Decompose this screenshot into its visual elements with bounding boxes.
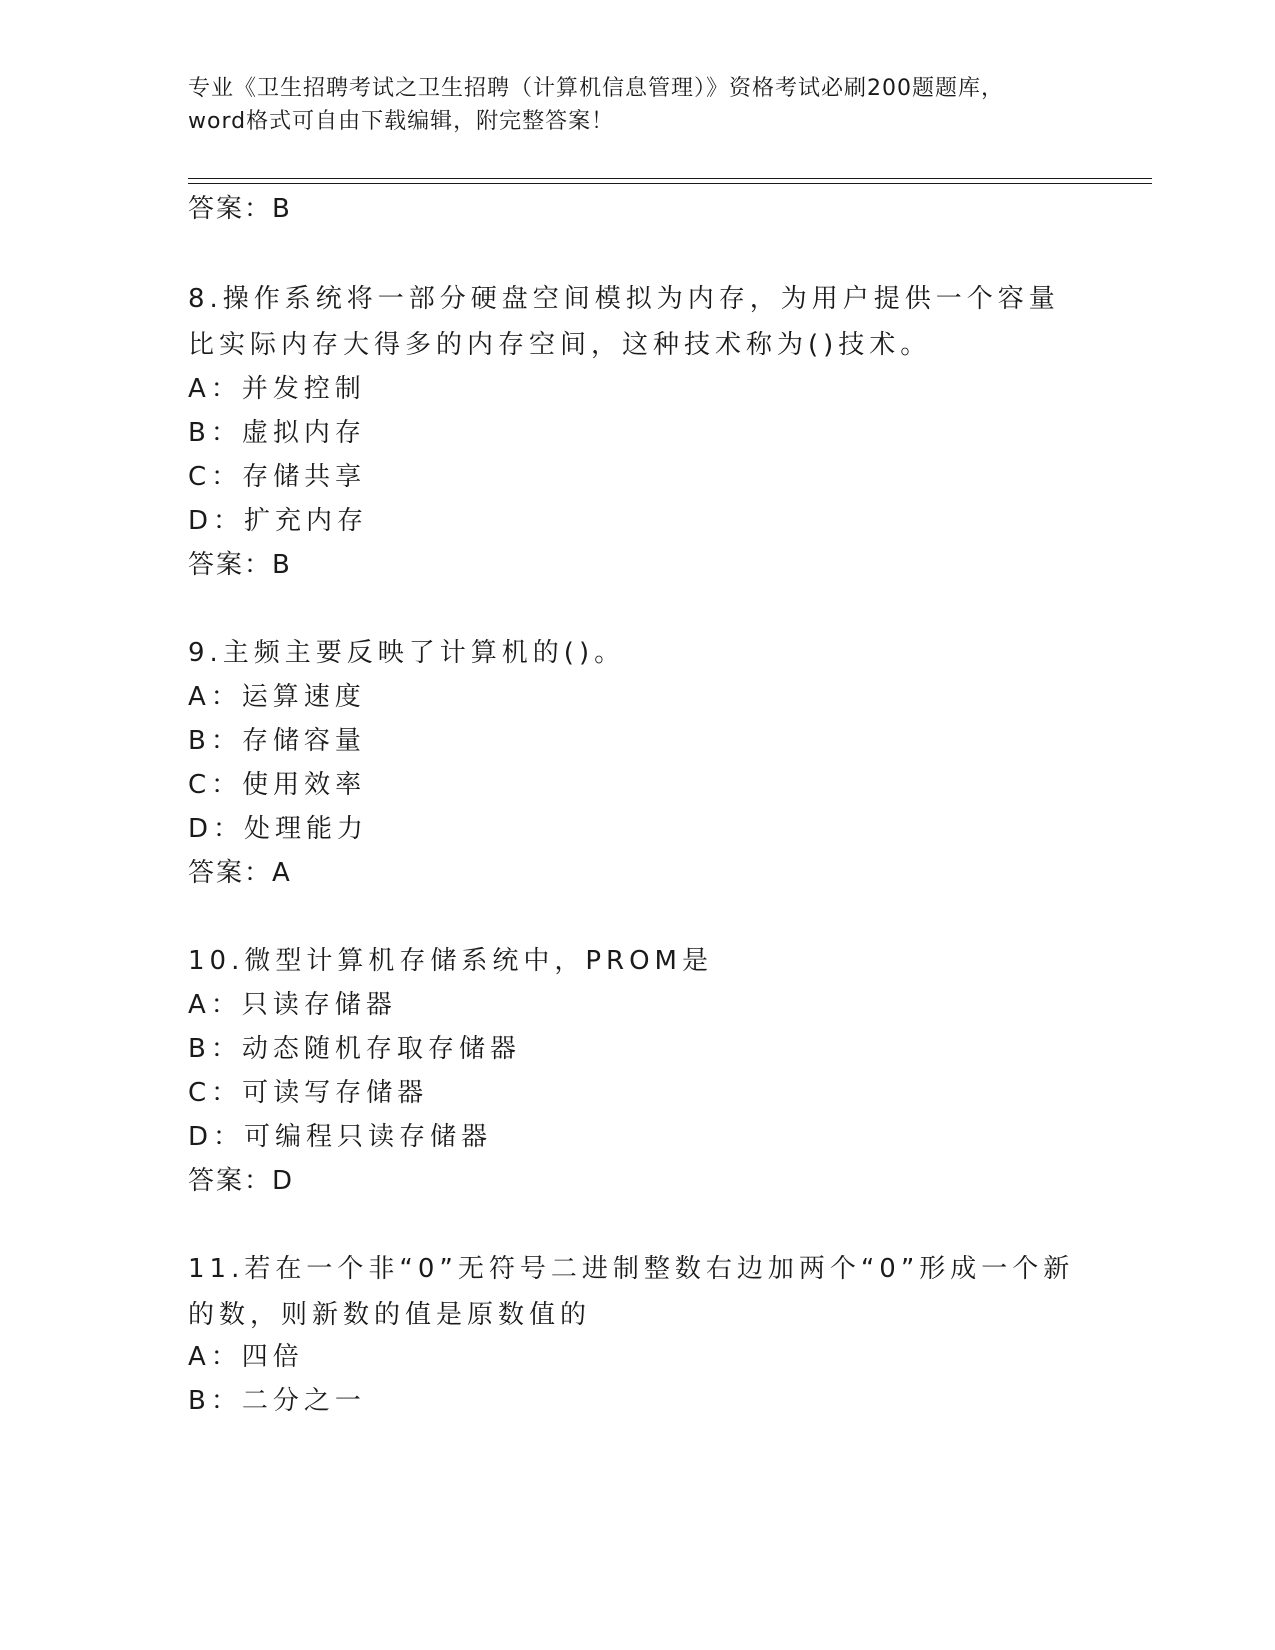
previous-answer: 答案：B (188, 194, 292, 224)
question-9-text: 9.主频主要反映了计算机的()。 (188, 638, 626, 668)
question-8-option-a: A：并发控制 (188, 374, 366, 404)
question-10-option-b: B：动态随机存取存储器 (188, 1034, 521, 1064)
question-9-option-b: B：存储容量 (188, 726, 366, 756)
question-11-option-a: A：四倍 (188, 1342, 304, 1372)
question-9-answer: 答案：A (188, 858, 292, 888)
question-10-text: 10.微型计算机存储系统中，PROM是 (188, 946, 713, 976)
question-9-option-c: C：使用效率 (188, 770, 367, 800)
question-11-text: 11.若在一个非“0”无符号二进制整数右边加两个“0”形成一个新的数，则新数的值是原数值的 (188, 1254, 1075, 1330)
question-10-answer: 答案：D (188, 1166, 295, 1196)
question-10-option-a: A：只读存储器 (188, 990, 397, 1020)
question-10-option-d: D：可编程只读存储器 (188, 1122, 493, 1152)
question-8-option-d: D：扩充内存 (188, 506, 369, 536)
question-9-option-a: A：运算速度 (188, 682, 366, 712)
header-line-1: 专业《卫生招聘考试之卫生招聘（计算机信息管理）》资格考试必刷200题题库， (188, 76, 1004, 101)
question-8-answer: 答案：B (188, 550, 292, 580)
question-11-option-b: B：二分之一 (188, 1386, 366, 1416)
question-8-text: 8.操作系统将一部分硬盘空间模拟为内存，为用户提供一个容量比实际内存大得多的内存空间，这种技术称为()技术。 (188, 284, 1060, 360)
document-header (188, 72, 1088, 138)
header-line-2: word格式可自由下载编辑，附完整答案！ (188, 109, 615, 134)
question-10-option-c: C：可读写存储器 (188, 1078, 429, 1108)
question-8-option-c: C：存储共享 (188, 462, 367, 492)
question-9-option-d: D：处理能力 (188, 814, 369, 844)
header-divider-top (188, 178, 1152, 179)
question-8-option-b: B：虚拟内存 (188, 418, 366, 448)
header-divider-bottom (188, 183, 1152, 184)
